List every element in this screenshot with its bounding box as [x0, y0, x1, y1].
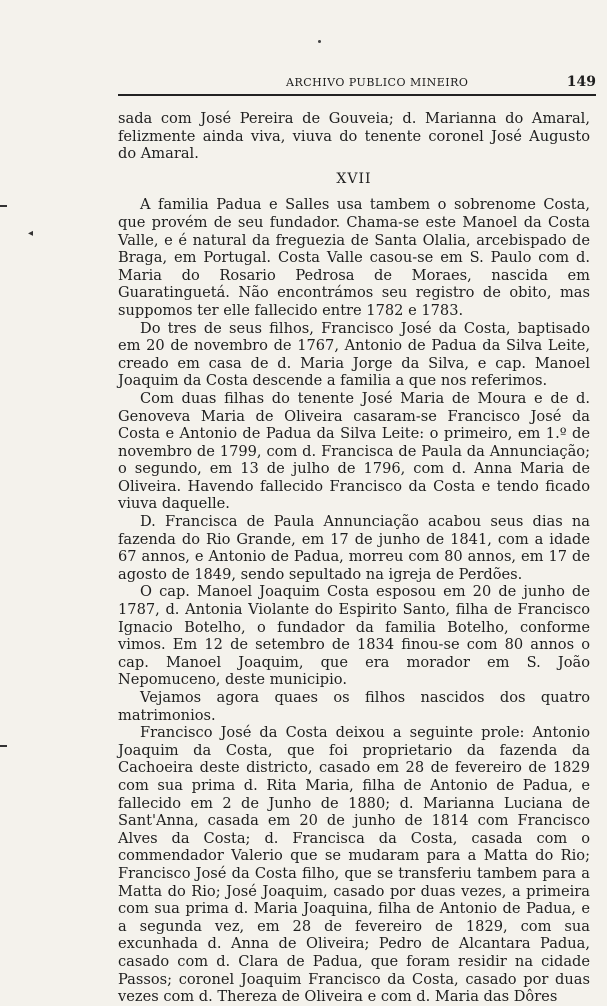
- margin-mark: [0, 205, 7, 207]
- paragraph: A familia Padua e Salles usa tambem o sobrenome Costa, que provém de seu fundador. Chama-se este Manoel da Costa Valle, e é natural da freguezia de Santa Olalia, arcebispado de Braga, em Portugal. Costa Valle casou-se em S. Paulo com d. Maria do Rosario Pedrosa de Moraes, nascida em Guaratinguetá. Não encontrámos seu registro de obito, mas suppomos ter elle fallecido entre 1782 e 1783.: [118, 196, 590, 319]
- paragraph: Com duas filhas do tenente José Maria de Moura e de d. Genoveva Maria de Oliveira casaram-se Francisco José da Costa e Antonio de Padua da Silva Leite: o primeiro, em 1.º de novembro de 1799, com d. Francisca de Paula da Annunciação; o segundo, em 13 de julho de 1796, com d. Anna Maria de Oliveira. Havendo fallecido Francisco da Costa e tendo ficado viuva daquelle.: [118, 389, 590, 513]
- paragraph: O cap. Manoel Joaquim Costa esposou em 20 de junho de 1787, d. Antonia Violante do Espirito Santo, filha de Francisco Ignacio Botelho, o fundador da familia Botelho, conforme vimos. Em 12 de setembro de 1834 finou-se com 80 annos o cap. Manoel Joaquim, que era morador em S. João Nepomuceno, deste municipio.: [118, 583, 590, 689]
- section-heading: XVII: [336, 170, 372, 187]
- paragraph: D. Francisca de Paula Annunciação acabou seus dias na fazenda do Rio Grande, em 17 de junho de 1841, com a idade 67 annos, e Antonio de Padua, morreu com 80 annos, em 17 de agosto de 1849, sendo sepultado na igreja de Perdões.: [118, 513, 590, 583]
- paragraph: Vejamos agora quaes os filhos nascidos dos quatro matrimonios.: [118, 689, 590, 724]
- paragraph: Francisco José da Costa deixou a seguinte prole: Antonio Joaquim da Costa, que foi proprietario da fazenda da Cachoeira deste districto, casado em 28 de fevereiro de 1829 com sua prima d. Rita Maria, filha de Antonio de Padua, e fallecido em 2 de Junho de 1880; d. Marianna Luciana de Sant'Anna, casada em 20 de junho de 1814 com Francisco Alves da Costa; d. Francisca da Costa, casada com o commendador Valerio que se mudaram para a Matta do Rio; Francisco José da Costa filho, que se transferiu tambem para a Matta do Rio; José Joaquim, casado por duas vezes, a primeira com sua prima d. Maria Joaquina, filha de Antonio de Padua, e a segunda vez, em 28 de fevereiro de 1829, com sua excunhada d. Anna de Oliveira; Pedro de Alcantara Padua, casado com d. Clara de Padua, que foram residir na cidade Passos; coronel Joaquim Francisco da Costa, casado por duas vezes com d. Thereza de Oliveira e com d. Maria das Dôres: [118, 724, 590, 1006]
- body-text: [118, 110, 590, 1006]
- page-header: [118, 76, 596, 92]
- running-head: ARCHIVO PUBLICO MINEIRO: [286, 76, 469, 89]
- page-number: 149: [566, 74, 596, 90]
- continuation-paragraph: sada com José Pereira de Gouveia; d. Marianna do Amaral, felizmente ainda viva, viuva do tenente coronel José Augusto do Amaral.: [118, 110, 590, 163]
- margin-mark: [0, 745, 7, 747]
- ink-speck: [318, 40, 321, 43]
- header-rule: [118, 94, 596, 96]
- margin-tick: ◂: [28, 228, 34, 239]
- paragraph: Do tres de seus filhos, Francisco José da Costa, baptisado em 20 de novembro de 1767, Antonio de Padua da Silva Leite, creado em casa de d. Maria Jorge da Silva, e cap. Manoel Joaquim da Costa descende a familia a que nos referimos.: [118, 319, 590, 390]
